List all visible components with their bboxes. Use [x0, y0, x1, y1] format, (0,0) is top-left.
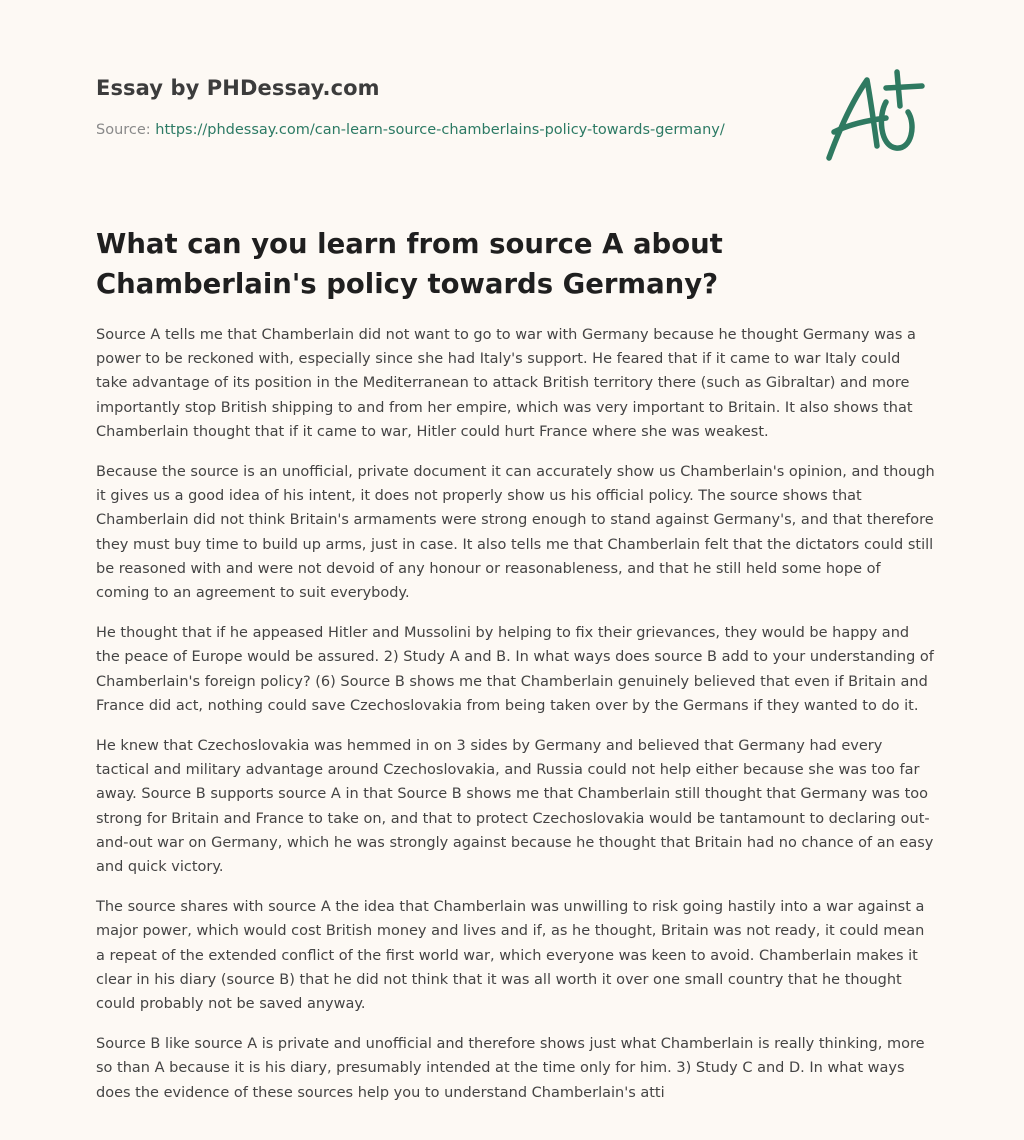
- a-plus-logo-icon: [820, 66, 930, 166]
- source-label: Source:: [96, 122, 151, 138]
- site-brand: Essay by PHDessay.com: [96, 76, 380, 100]
- source-link[interactable]: https://phdessay.com/can-learn-source-chamberlains-policy-towards-germany/: [155, 122, 725, 138]
- paragraph: Source B like source A is private and unofficial and therefore shows just what Chamberlain is really thinking, more so than A because it is his diary, presumably intended at the time only for him. 3) Study C and D. In what ways does the evidence of these sources help you to understand Chamberlain's atti: [96, 1036, 925, 1101]
- paragraph: Source A tells me that Chamberlain did not want to go to war with Germany because he thought Germany was a power to be reckoned with, especially since she had Italy's support. He feared that if it came to war Italy could take advantage of its position in the Mediterranean to attack British territory there (such as Gibraltar) and more importantly stop British shipping to and from her empire, which was very important to Britain. It also shows that Chamberlain thought that if it came to war, Hitler could hurt France where she was weakest.: [96, 327, 916, 440]
- essay-header: [96, 76, 796, 138]
- paragraph: Because the source is an unofficial, private document it can accurately show us Chamberlain's opinion, and though it gives us a good idea of his intent, it does not properly show us his official policy. The source shows that Chamberlain did not think Britain's armaments were strong enough to stand against Germany's, and that therefore they must buy time to build up arms, just in case. It also tells me that Chamberlain felt that the dictators could still be reasoned with and were not devoid of any honour or reasonableness, and that he still held some hope of coming to an agreement to suit everybody.: [96, 464, 935, 602]
- source-line: [96, 122, 796, 138]
- paragraph: He knew that Czechoslovakia was hemmed in on 3 sides by Germany and believed that Germany had every tactical and military advantage around Czechoslovakia, and Russia could not help either because she was too far away. Source B supports source A in that Source B shows me that Chamberlain still thought that Germany was too strong for Britain and France to take on, and that to protect Czechoslovakia would be tantamount to declaring out-and-out war on Germany, which he was strongly against because he thought that Britain had no chance of an easy and quick victory.: [96, 738, 934, 876]
- essay-title: What can you learn from source A about Chamberlain's policy towards Germany?: [96, 228, 723, 300]
- essay-body: [96, 323, 936, 1121]
- paragraph: The source shares with source A the idea that Chamberlain was unwilling to risk going hastily into a war against a major power, which would cost British money and lives and if, as he thought, Britain was not ready, it could mean a repeat of the extended conflict of the first world war, which everyone was keen to avoid. Chamberlain makes it clear in his diary (source B) that he did not think that it was all worth it over one small country that he thought could probably not be saved anyway.: [96, 899, 925, 1013]
- paragraph: He thought that if he appeased Hitler and Mussolini by helping to fix their grievances, they would be happy and the peace of Europe would be assured. 2) Study A and B. In what ways does source B add to your understanding of Chamberlain's foreign policy? (6) Source B shows me that Chamberlain genuinely believed that even if Britain and France did act, nothing could save Czechoslovakia from being taken over by the Germans if they wanted to do it.: [96, 625, 934, 714]
